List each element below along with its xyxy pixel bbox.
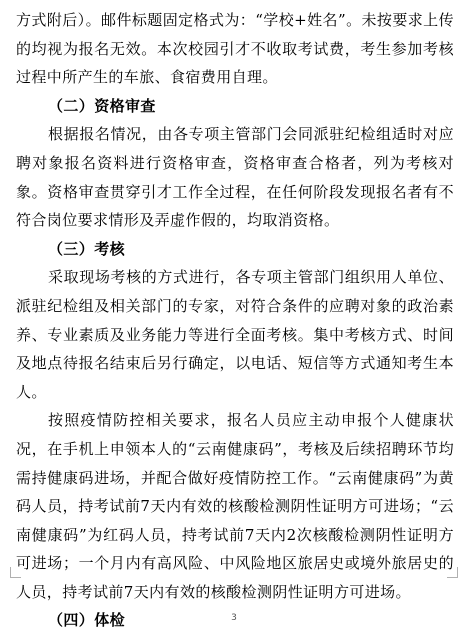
section-heading-qualification-review: （二）资格审查 [48,96,156,115]
paragraph-continued: 方式附后）。邮件标题固定格式为：“学校+姓名”。未按要求上传的均视为报名无效。本次校园引才不收取考试费，考生参加考核过程中所产生的车旅、食宿费用自理。 [16,11,454,87]
page-content [16,6,454,633]
section-heading-physical-exam: （四）体检 [48,611,126,630]
margin-corner-mark-right [447,567,458,578]
section-heading-assessment: （三）考核 [48,239,126,258]
paragraph-epidemic-prevention: 按照疫情防控相关要求，报名人员应主动申报个人健康状况，在手机上申领本人的“云南健康码”，考核及后续招聘环节均需持健康码进场，并配合做好疫情防控工作。“云南健康码”为黄码人员，持考试前7天内有效的核酸检测阴性证明方可进场；“云南健康码”为红码人员，持考试前7天内2次核酸检测阴性证明方可进场；一个月内有高风险、中风险地区旅居史或境外旅居史的人员，持考试前7天内有效的核酸检测阴性证明方可进场。 [16,411,454,601]
paragraph-assessment: 采取现场考核的方式进行，各专项主管部门组织用人单位、派驻纪检组及相关部门的专家，对符合条件的应聘对象的政治素养、专业素质及业务能力等进行全面考核。集中考核方式、时间及地点待报名结束后另行确定，以电话、短信等方式通知考生本人。 [16,268,454,401]
margin-corner-mark-left [10,567,21,578]
paragraph-qualification-review: 根据报名情况，由各专项主管部门会同派驻纪检组适时对应聘对象报名资料进行资格审查，资格审查合格者，列为考核对象。资格审查贯穿引才工作全过程，在任何阶段发现报名者有不符合岗位要求情形及弄虚作假的，均取消资格。 [16,125,454,230]
page-number: 3 [231,613,237,623]
